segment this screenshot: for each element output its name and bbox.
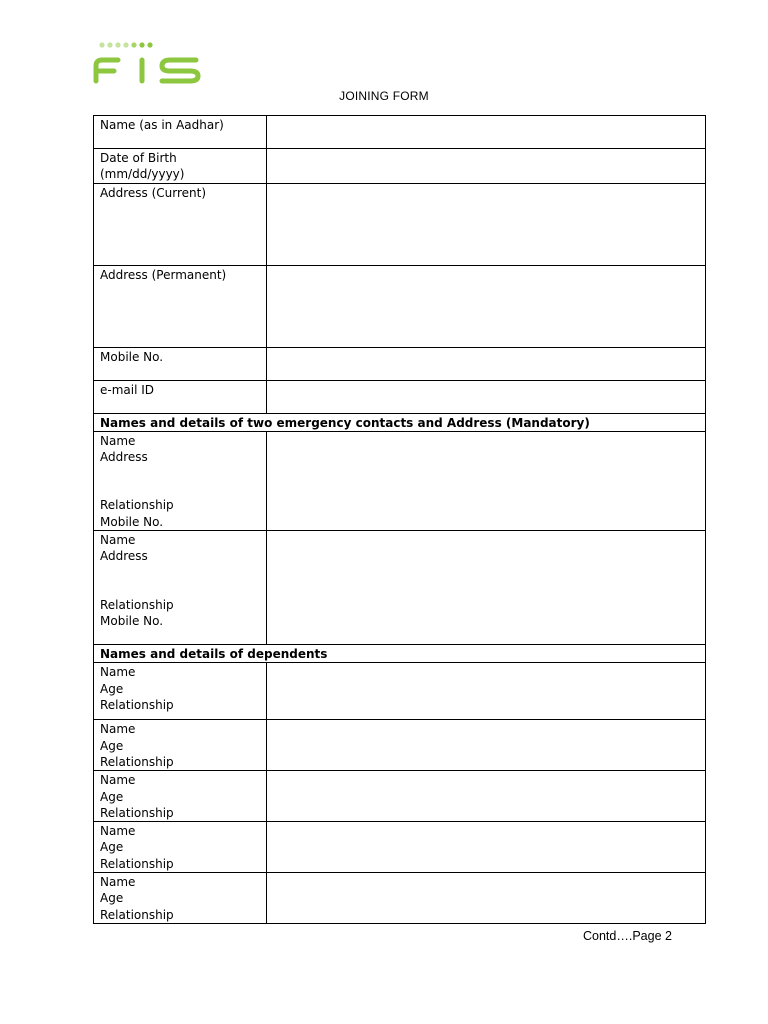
emergency-contact-labels (94, 531, 267, 645)
dependent-row (94, 771, 706, 822)
current-address-field-value[interactable] (267, 183, 706, 265)
dependent-value[interactable] (267, 873, 706, 924)
form-row (94, 149, 706, 184)
form-row (94, 116, 706, 149)
dependent-age-label: Age (100, 738, 124, 753)
contact-mobile-label: Mobile No. (100, 514, 164, 529)
field-label-line: (mm/dd/yyyy) (100, 167, 185, 182)
dependent-name-label: Name (100, 824, 136, 839)
field-label-line: Address (Permanent) (100, 267, 227, 282)
current-address-field-label (94, 183, 267, 265)
field-label-line: Name (as in Aadhar) (100, 118, 224, 132)
field-label-line: Mobile No. (100, 349, 164, 364)
dependent-labels (94, 720, 267, 771)
dependent-age-label: Age (100, 789, 124, 804)
dependent-relationship-label: Relationship (100, 907, 174, 922)
emergency-contact-labels (94, 431, 267, 530)
dependents-heading: Names and details of dependents (94, 645, 706, 663)
contact-mobile-label: Mobile No. (100, 613, 164, 628)
contact-relationship-label: Relationship (100, 498, 174, 513)
form-row (94, 347, 706, 380)
dependent-relationship-label: Relationship (100, 754, 174, 769)
dob-field-label (94, 149, 267, 184)
contact-relationship-label: Relationship (100, 597, 174, 612)
emergency-contact-row (94, 431, 706, 530)
dependent-relationship-label: Relationship (100, 697, 174, 712)
dob-field-value[interactable] (267, 149, 706, 184)
name-field-value[interactable] (267, 116, 706, 149)
continued-note: Contd….Page 2 (583, 929, 672, 943)
dependent-row (94, 873, 706, 924)
dependent-labels (94, 771, 267, 822)
mobile-field-value[interactable] (267, 347, 706, 380)
emergency-contact-value[interactable] (267, 531, 706, 645)
form-row (94, 380, 706, 413)
contact-name-label: Name (100, 533, 136, 548)
form-row (94, 265, 706, 347)
dependent-name-label: Name (100, 665, 136, 680)
name-field-label (94, 116, 267, 149)
dependent-name-label: Name (100, 722, 136, 737)
email-field-value[interactable] (267, 380, 706, 413)
dependent-row (94, 663, 706, 720)
contact-address-label: Address (100, 549, 148, 564)
permanent-address-field-label (94, 265, 267, 347)
dependent-age-label: Age (100, 891, 124, 906)
mobile-field-label (94, 347, 267, 380)
emergency-contact-value[interactable] (267, 431, 706, 530)
dependent-labels (94, 663, 267, 720)
dependent-name-label: Name (100, 773, 136, 788)
contact-address-label: Address (100, 450, 148, 465)
dependents-heading-row (94, 645, 706, 663)
dependent-value[interactable] (267, 663, 706, 720)
dependent-age-label: Age (100, 840, 124, 855)
dependent-relationship-label: Relationship (100, 856, 174, 871)
dependent-age-label: Age (100, 681, 124, 696)
dependent-value[interactable] (267, 771, 706, 822)
dependent-labels (94, 873, 267, 924)
dependent-row (94, 822, 706, 873)
fis-logo (92, 40, 204, 88)
form-row (94, 183, 706, 265)
emergency-contacts-heading: Names and details of two emergency contacts and Address (Mandatory) (94, 413, 706, 431)
emergency-contacts-heading-row (94, 413, 706, 431)
dependent-value[interactable] (267, 822, 706, 873)
dependent-relationship-label: Relationship (100, 805, 174, 820)
form-title: JOINING FORM (339, 89, 429, 103)
field-label-line: Address (Current) (100, 185, 207, 200)
permanent-address-field-value[interactable] (267, 265, 706, 347)
field-label-line: Date of Birth (100, 151, 177, 165)
dependent-name-label: Name (100, 875, 136, 890)
joining-form-table (93, 115, 706, 924)
email-field-label (94, 380, 267, 413)
address-space (100, 565, 260, 597)
emergency-contact-row (94, 531, 706, 645)
field-label-line: e-mail ID (100, 382, 155, 397)
dependent-row (94, 720, 706, 771)
dependent-value[interactable] (267, 720, 706, 771)
address-space (100, 465, 260, 497)
dependent-labels (94, 822, 267, 873)
contact-name-label: Name (100, 433, 136, 448)
